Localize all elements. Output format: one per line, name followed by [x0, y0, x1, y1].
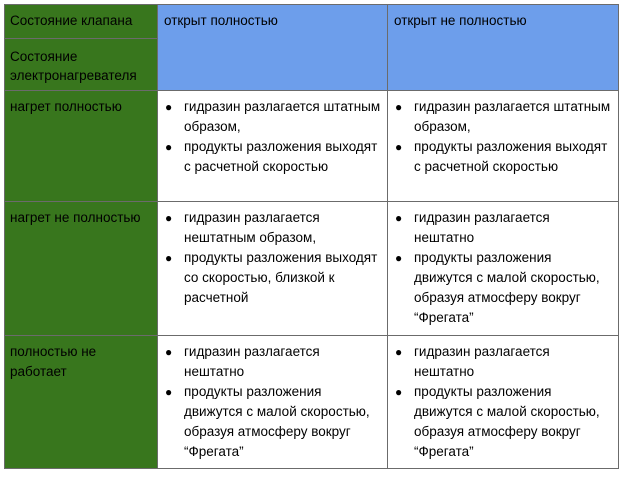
bullet-icon: ● — [165, 251, 173, 265]
bullet-icon: ● — [395, 100, 403, 114]
list-item-text: гидразин разлагается нештатным образом, — [184, 210, 320, 245]
corner-valve-label: Состояние клапана — [10, 13, 133, 28]
table-cell — [388, 91, 619, 202]
bullet-icon: ● — [165, 100, 173, 114]
bullet-icon: ● — [395, 140, 403, 154]
table-row — [5, 91, 619, 202]
bullet-list — [158, 336, 387, 462]
bullet-icon: ● — [395, 385, 403, 399]
bullet-icon: ● — [395, 211, 403, 225]
list-item — [395, 248, 612, 328]
corner-cell-valve — [5, 5, 158, 39]
bullet-icon: ● — [395, 251, 403, 265]
list-item — [165, 382, 381, 462]
bullet-icon: ● — [165, 385, 173, 399]
list-item — [165, 137, 381, 177]
table-row — [5, 202, 619, 336]
row-label: нагрет не полностью — [10, 210, 141, 225]
list-item-text: гидразин разлагается нештатно — [414, 344, 550, 379]
table-cell — [158, 202, 388, 336]
list-item-text: продукты разложения движутся с малой скоростью, образуя атмосферу вокруг “Фрегата” — [184, 384, 370, 459]
table-row — [5, 336, 619, 469]
list-item — [165, 208, 381, 248]
bullet-icon: ● — [165, 211, 173, 225]
list-item-text: продукты разложения выходят со скоростью, близкой к расчетной — [184, 250, 378, 305]
list-item — [395, 208, 612, 248]
column-header-fully-open — [158, 5, 388, 91]
row-label: нагрет полностью — [10, 99, 122, 114]
bullet-list — [388, 336, 618, 462]
bullet-list — [158, 202, 387, 308]
column-header-label: открыт не полностью — [394, 13, 527, 28]
list-item-text: продукты разложения движутся с малой скоростью, образуя атмосферу вокруг “Фрегата” — [414, 250, 600, 325]
table-cell — [158, 91, 388, 202]
row-label: полностью не работает — [10, 344, 97, 379]
bullet-list — [388, 91, 618, 177]
table-cell — [388, 336, 619, 469]
corner-heater-label: Состояние электронагревателя — [10, 49, 137, 83]
table-cell — [158, 336, 388, 469]
bullet-icon: ● — [395, 345, 403, 359]
bullet-list — [388, 202, 618, 328]
list-item-text: продукты разложения выходят с расчетной скоростью — [184, 139, 378, 174]
list-item — [395, 382, 612, 462]
row-label-cell — [5, 336, 158, 469]
row-label-cell — [5, 202, 158, 336]
bullet-icon: ● — [165, 345, 173, 359]
header-row — [5, 5, 619, 39]
list-item-text: гидразин разлагается штатным образом, — [184, 99, 381, 134]
valve-heater-state-table — [4, 4, 619, 469]
list-item-text: продукты разложения выходят с расчетной скоростью — [414, 139, 608, 174]
list-item — [395, 97, 612, 137]
column-header-partly-open — [388, 5, 619, 91]
row-label-cell — [5, 91, 158, 202]
bullet-list — [158, 91, 387, 177]
list-item — [165, 342, 381, 382]
list-item — [165, 248, 381, 308]
list-item — [165, 97, 381, 137]
list-item-text: продукты разложения движутся с малой скоростью, образуя атмосферу вокруг “Фрегата” — [414, 384, 600, 459]
corner-cell-heater — [5, 39, 158, 91]
table-cell — [388, 202, 619, 336]
list-item — [395, 137, 612, 177]
list-item-text: гидразин разлагается нештатно — [414, 210, 550, 245]
list-item-text: гидразин разлагается нештатно — [184, 344, 320, 379]
list-item — [395, 342, 612, 382]
column-header-label: открыт полностью — [164, 13, 278, 28]
bullet-icon: ● — [165, 140, 173, 154]
list-item-text: гидразин разлагается штатным образом, — [414, 99, 611, 134]
